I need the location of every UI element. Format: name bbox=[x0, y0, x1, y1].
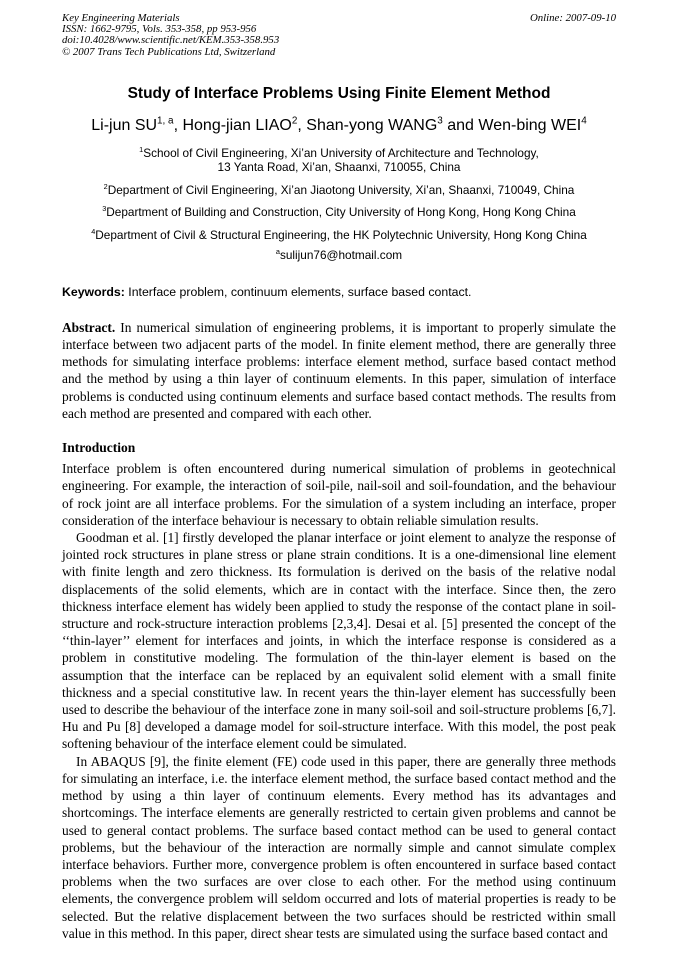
author-affiliation-marker: 2 bbox=[291, 115, 298, 127]
abstract-label: Abstract. bbox=[62, 319, 116, 335]
issn-line: ISSN: 1662-9795, Vols. 353-358, pp 953-956 bbox=[62, 23, 257, 36]
author-name: Shan-yong WANG bbox=[306, 116, 438, 134]
affiliation-text: School of Civil Engineering, Xi’an University of Architecture and Technology, bbox=[143, 145, 539, 160]
affiliation-1-line-1 bbox=[62, 146, 616, 161]
author-separator: , bbox=[173, 116, 183, 134]
keywords-line bbox=[62, 285, 616, 300]
abstract-text: In numerical simulation of engineering problems, it is important to properly simulate the interface between two adjacent parts of the model. In finite element method, there are generally three methods for simulating interface problems: interface element method, surface based contact method and the method by using a thin layer of continuum elements. In this paper, simulation of interface problems is conducted using continuum elements and surface based contact methods. The results from each method are presented and compared with each other. bbox=[62, 319, 616, 421]
affiliation-1 bbox=[62, 146, 616, 175]
affiliation-text: Department of Building and Construction, City University of Hong Kong, Hong Kong China bbox=[106, 205, 576, 220]
author-name: Wen-bing WEI bbox=[478, 116, 582, 134]
introduction-paragraph-1: Interface problem is often encountered during numerical simulation of problems in geotechnical engineering. For example, the interaction of soil-pile, nail-soil and soil-foundation, and the behaviour of rock joint are all interface problems. For the simulation of a system including an interface, proper consideration of the interface behaviour is necessary to obtain reliable simulation results. bbox=[62, 461, 616, 528]
author-affiliation-marker: 1, a bbox=[157, 115, 174, 127]
corresponding-email bbox=[62, 248, 616, 263]
introduction-paragraph-2: Goodman et al. [1] firstly developed the planar interface or joint element to analyze the response of jointed rock structures in plane stress or plane strain conditions. It is a one-dimensional line element with finite length and zero thickness. Its formulation is derived on the basis of the relative nodal displacements of the solid elements, which are in contact with the interface. Since then, the zero thickness interface element has widely been applied to study the response of the contact plane in soil-structure and rock-structure interaction problems [2,3,4]. Desai et al. [5] presented the concept of the ‘‘thin-layer’’ element for interfaces and joints, in which the interface response is considered as a problem in constitutive modeling. The formulation of the thin-layer element is based on the assumption that the interface can be replaced by an equivalent solid element with a small finite thickness and a special constitutive law. In recent years the thin-layer element has successfully been used to describe the behaviour of the interface zone in many soil-soil and soil-structure problems [6,7]. Hu and Pu [8] developed a damage model for soil-structure interface. With this model, the post peak softening behaviour of the interface element could be simulated. bbox=[62, 530, 616, 752]
doi-line: doi:10.4028/www.scientific.net/KEM.353-358.953 bbox=[62, 34, 280, 47]
author-separator: and bbox=[442, 116, 479, 134]
journal-name: Key Engineering Materials bbox=[62, 12, 180, 24]
author-separator: , bbox=[297, 116, 307, 134]
introduction-paragraph-3: In ABAQUS [9], the finite element (FE) code used in this paper, there are generally three methods for simulating an interface, i.e. the interface element method, the surface based contact method and the method by using a thin layer of continuum elements. Every method has its advantages and shortcomings. The interface elements are generally restricted to certain given problems and cannot be used to general contact problems. The surface based contact method can be used to general contact problems, but the behaviour of the interaction are normally simple and cannot simulate complex interface behaviors. Further more, convergence problem is often encountered in surface based contact problems when the two surfaces are over close to each other. For the method using continuum elements, the convergence problem will seldom occurred and lots of material properties is ready to be selected. But the relative displacement between the two surfaces should be restricted within small value in this method. In this paper, direct shear tests are simulated using the surface based contact and bbox=[62, 753, 616, 941]
author-affiliation-marker: 4 bbox=[581, 115, 587, 127]
author-name: Hong-jian LIAO bbox=[182, 116, 292, 134]
affiliation-marker: 2 bbox=[103, 181, 108, 191]
abstract-paragraph bbox=[62, 319, 616, 422]
author-affiliation-marker: 3 bbox=[437, 115, 443, 127]
paper-title: Study of Interface Problems Using Finite Element Method bbox=[127, 84, 551, 102]
affiliation-marker: 4 bbox=[91, 226, 96, 236]
journal-info-block bbox=[62, 13, 279, 58]
email-address: sulijun76@hotmail.com bbox=[279, 248, 403, 263]
authors-line bbox=[62, 115, 616, 137]
online-date: Online: 2007-09-10 bbox=[529, 12, 616, 24]
copyright-line: © 2007 Trans Tech Publications Ltd, Switzerland bbox=[62, 45, 276, 58]
author-name: Li-jun SU bbox=[91, 116, 158, 134]
email-marker: a bbox=[275, 247, 280, 257]
affiliation-4 bbox=[62, 228, 616, 243]
keywords-label: Keywords: bbox=[62, 284, 125, 299]
affiliations-block bbox=[62, 146, 616, 243]
keywords-text: Interface problem, continuum elements, surface based contact. bbox=[128, 284, 472, 299]
affiliation-marker: 1 bbox=[139, 144, 144, 154]
affiliation-text: Department of Civil Engineering, Xi’an Jiaotong University, Xi’an, Shaanxi, 710049, China bbox=[107, 182, 575, 197]
affiliation-marker: 3 bbox=[102, 204, 107, 214]
affiliation-text: Department of Civil & Structural Engineering, the HK Polytechnic University, Hong Kong China bbox=[95, 227, 587, 242]
affiliation-3 bbox=[62, 205, 616, 220]
affiliation-2 bbox=[62, 183, 616, 198]
section-heading-introduction: Introduction bbox=[62, 440, 136, 456]
affiliation-1-line-2: 13 Yanta Road, Xi’an, Shaanxi, 710055, China bbox=[217, 160, 461, 175]
journal-header bbox=[62, 13, 616, 58]
